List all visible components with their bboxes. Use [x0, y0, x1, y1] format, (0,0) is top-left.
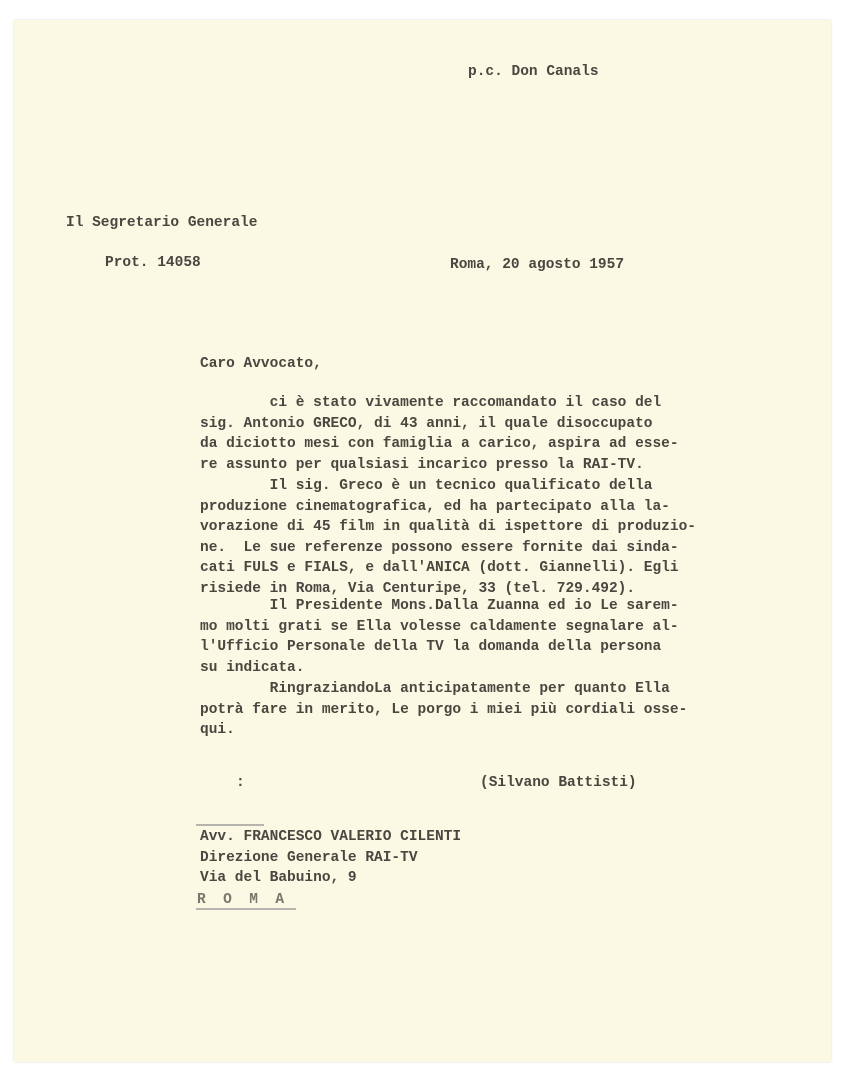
paragraph-2: [200, 476, 696, 600]
signature: (Silvano Battisti): [480, 775, 637, 791]
addressee-block: [200, 827, 461, 889]
text-line: ci è stato vivamente raccomandato il caso del: [200, 395, 662, 411]
text-line: da diciotto mesi con famiglia a carico, aspira ad esse-: [200, 436, 679, 453]
paragraph-3: [200, 596, 679, 678]
text-line: vorazione di 45 film in qualità di ispettore di produzio-: [200, 519, 696, 536]
colon-mark: :: [236, 775, 245, 791]
addressee-office: Direzione Generale RAI-TV: [200, 849, 418, 866]
text-line: ne. Le sue referenze possono essere fornite dai sinda-: [200, 539, 679, 556]
sender-title: Il Segretario Generale: [66, 215, 258, 231]
text-line: RingraziandoLa anticipatamente per quanto Ella: [200, 681, 670, 697]
cc-note: p.c. Don Canals: [468, 64, 599, 80]
divider-line: [196, 824, 264, 826]
protocol-number: Prot. 14058: [105, 255, 201, 271]
text-line: re assunto per qualsiasi incarico presso la RAI-TV.: [200, 456, 644, 473]
addressee-city: R O M A: [197, 892, 285, 908]
text-line: l'Ufficio Personale della TV la domanda della persona: [200, 639, 662, 656]
paragraph-4: [200, 679, 687, 741]
addressee-street: Via del Babuino, 9: [200, 870, 357, 887]
addressee-name: Avv. FRANCESCO VALERIO CILENTI: [200, 829, 462, 845]
city-underline: [196, 908, 296, 910]
text-line: produzione cinematografica, ed ha partecipato alla la-: [200, 498, 670, 515]
text-line: risiede in Roma, Via Centuripe, 33 (tel. 729.492).: [200, 580, 636, 597]
text-line: Il Presidente Mons.Dalla Zuanna ed io Le sarem-: [200, 598, 679, 614]
text-line: sig. Antonio GRECO, di 43 anni, il quale disoccupato: [200, 415, 653, 432]
text-line: mo molti grati se Ella volesse caldamente segnalare al-: [200, 618, 679, 635]
text-line: su indicata.: [200, 659, 305, 676]
text-line: cati FULS e FIALS, e dall'ANICA (dott. Giannelli). Egli: [200, 560, 679, 577]
text-line: potrà fare in merito, Le porgo i miei più cordiali osse-: [200, 701, 688, 718]
place-date: Roma, 20 agosto 1957: [450, 257, 625, 273]
salutation: Caro Avvocato,: [200, 356, 322, 372]
text-line: Il sig. Greco è un tecnico qualificato della: [200, 478, 653, 494]
paragraph-1: [200, 393, 679, 475]
text-line: qui.: [200, 722, 235, 739]
